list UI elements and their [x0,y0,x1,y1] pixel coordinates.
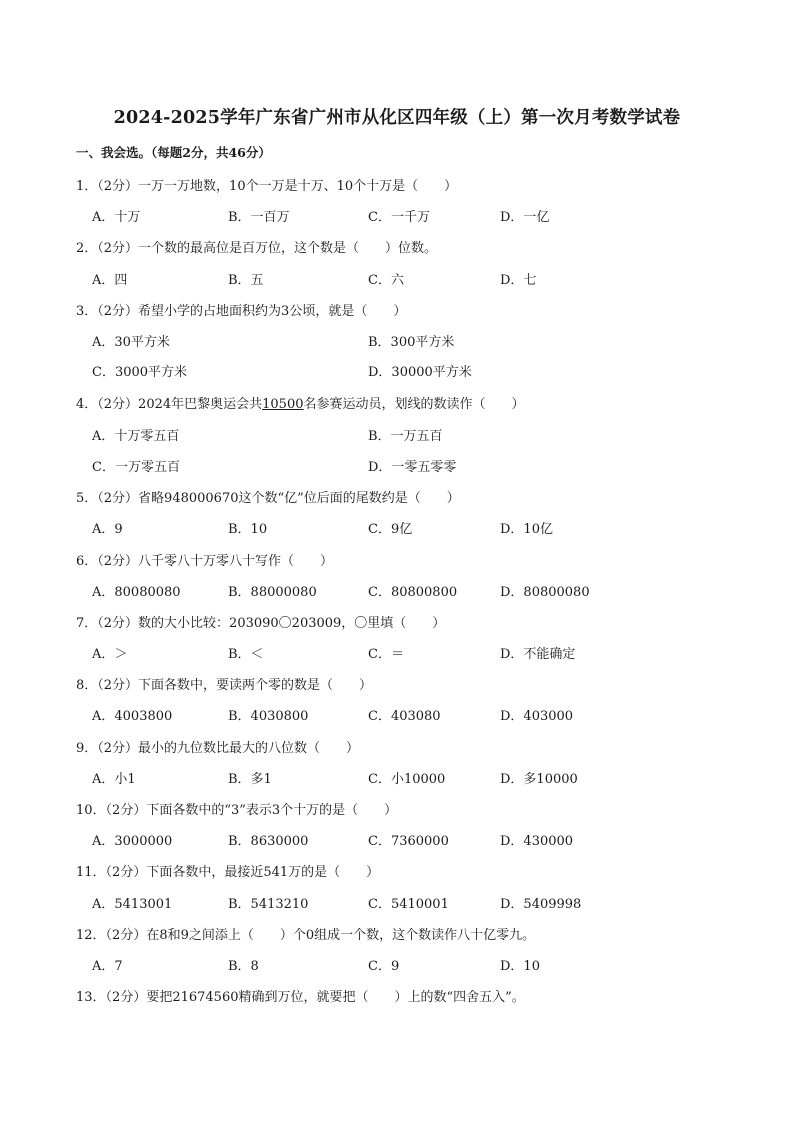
question-12: 12．（2分）在8和9之间添上（ ）个0组成一个数，这个数读作八十亿零九。 [76,928,536,943]
q9-option-c[interactable]: C．小10000 [368,772,446,787]
q5-option-a[interactable]: A．9 [92,522,123,537]
q1-option-c[interactable]: C．一千万 [368,210,430,225]
q6-option-b[interactable]: B．88000080 [228,585,317,600]
question-2: 2．（2分）一个数的最高位是百万位，这个数是（ ）位数。 [76,241,438,256]
question-6: 6．（2分）八千零八十万零八十写作（ ） [76,554,334,569]
underlined-number: 10500 [262,397,304,412]
q5-option-b[interactable]: B．10 [228,522,268,537]
q6-option-c[interactable]: C．80800800 [368,585,458,600]
q3-option-a[interactable]: A．30平方米 [92,335,170,350]
q8-option-b[interactable]: B．4030800 [228,709,309,724]
q3-option-b[interactable]: B．300平方米 [368,335,455,350]
question-5: 5．（2分）省略948000670这个数“亿”位后面的尾数约是（ ） [76,491,460,506]
question-1: 1．（2分）一万一万地数，10个一万是十万、10个十万是（ ） [76,179,458,194]
q6-option-a[interactable]: A．80080080 [92,585,181,600]
question-4-prefix: 4．（2分）2024年巴黎奥运会共 [76,397,263,412]
q9-option-d[interactable]: D．多10000 [500,772,578,787]
q11-option-a[interactable]: A．5413001 [92,897,173,912]
q8-option-a[interactable]: A．4003800 [92,709,173,724]
q4-option-b[interactable]: B．一万五百 [368,429,443,444]
q12-option-b[interactable]: B．8 [228,959,259,974]
q12-option-a[interactable]: A．7 [92,959,123,974]
question-11: 11．（2分）下面各数中，最接近541万的是（ ） [76,865,380,880]
q5-option-c[interactable]: C．9亿 [368,522,413,537]
question-13: 13．（2分）要把21674560精确到万位，就要把（ ）上的数“四舍五入”。 [76,990,525,1005]
q2-option-b[interactable]: B．五 [228,273,264,288]
q11-option-d[interactable]: D．5409998 [500,897,582,912]
q10-option-a[interactable]: A．3000000 [92,834,173,849]
question-3: 3．（2分）希望小学的占地面积约为3公顷，就是（ ） [76,304,407,319]
q4-option-a[interactable]: A．十万零五百 [92,429,180,444]
question-7: 7．（2分）数的大小比较：203090〇203009，〇里填（ ） [76,616,446,631]
q11-option-b[interactable]: B．5413210 [228,897,309,912]
q6-option-d[interactable]: D．80800080 [500,585,590,600]
question-4 [76,393,525,412]
q9-option-a[interactable]: A．小1 [92,772,136,787]
exam-title: 2024-2025学年广东省广州市从化区四年级（上）第一次月考数学试卷 [113,108,681,128]
q2-option-d[interactable]: D．七 [500,273,537,288]
q10-option-c[interactable]: C．7360000 [368,834,449,849]
q3-option-d[interactable]: D．30000平方米 [368,365,472,380]
question-9: 9．（2分）最小的九位数比最大的八位数（ ） [76,741,360,756]
q2-option-a[interactable]: A．四 [92,273,128,288]
question-10: 10．（2分）下面各数中的“3”表示3个十万的是（ ） [76,803,398,818]
q8-option-c[interactable]: C．403080 [368,709,441,724]
question-4-suffix: 名参赛运动员，划线的数读作（ ） [303,397,525,412]
question-8: 8．（2分）下面各数中，要读两个零的数是（ ） [76,678,373,693]
q3-option-c[interactable]: C．3000平方米 [92,365,188,380]
q9-option-b[interactable]: B．多1 [228,772,272,787]
q8-option-d[interactable]: D．403000 [500,709,574,724]
q11-option-c[interactable]: C．5410001 [368,897,449,912]
q10-option-b[interactable]: B．8630000 [228,834,309,849]
q1-option-a[interactable]: A．十万 [92,210,141,225]
q4-option-c[interactable]: C．一万零五百 [92,460,180,475]
q1-option-d[interactable]: D．一亿 [500,210,550,225]
section-heading: 一、我会选。（每题2分，共46分） [76,145,271,160]
q7-option-a[interactable]: A．＞ [92,647,128,662]
q5-option-d[interactable]: D．10亿 [500,522,553,537]
q7-option-c[interactable]: C．＝ [368,647,404,662]
q12-option-d[interactable]: D．10 [500,959,540,974]
q12-option-c[interactable]: C．9 [368,959,400,974]
q10-option-d[interactable]: D．430000 [500,834,574,849]
q7-option-b[interactable]: B．＜ [228,647,264,662]
q2-option-c[interactable]: C．六 [368,273,404,288]
q4-option-d[interactable]: D．一零五零零 [368,460,457,475]
q7-option-d[interactable]: D．不能确定 [500,647,576,662]
q1-option-b[interactable]: B．一百万 [228,210,290,225]
